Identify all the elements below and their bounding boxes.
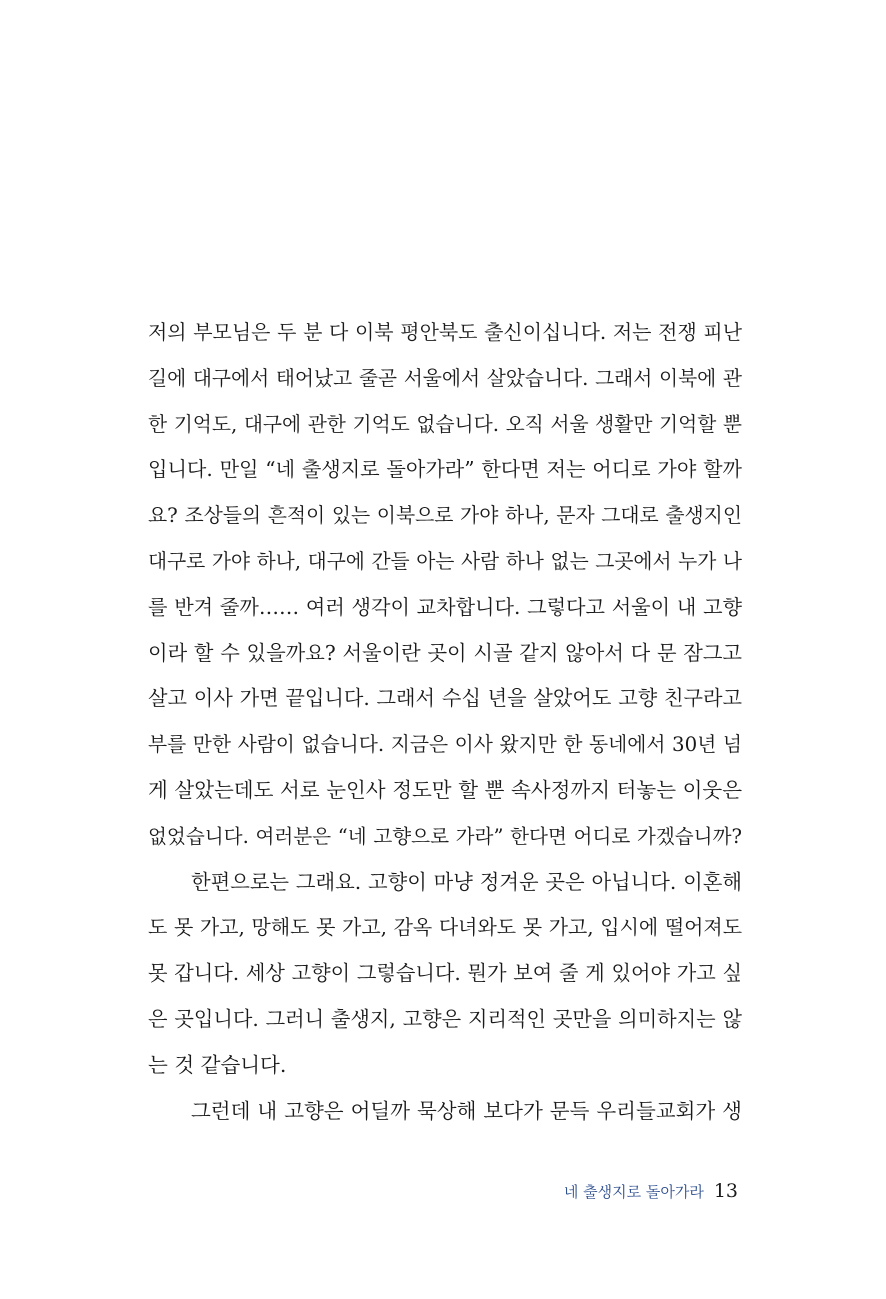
text-line: 이라 할 수 있을까요? 서울이란 곳이 시골 같지 않아서 다 문 잠그고 (148, 640, 742, 665)
text-line: 살고 이사 가면 끝입니다. 그래서 수십 년을 살았어도 고향 친구라고 (148, 686, 742, 711)
text-line: 한 기억도, 대구에 관한 기억도 없습니다. 오직 서울 생활만 기억할 뿐 (148, 412, 742, 436)
text-line: 부를 만한 사람이 없습니다. 지금은 이사 왔지만 한 동네에서 30년 넘 (148, 733, 742, 757)
text-line: 저의 부모님은 두 분 다 이북 평안북도 출신이십니다. 저는 전쟁 피난 (148, 320, 742, 344)
text-line: 없었습니다. 여러분은 “네 고향으로 가라” 한다면 어디로 가겠습니까? (148, 824, 742, 848)
text-line: 한편으로는 그래요. 고향이 마냥 정겨운 곳은 아닙니다. 이혼해 (191, 869, 742, 894)
page-footer (564, 1176, 738, 1206)
text-line: 를 반겨 줄까…… 여러 생각이 교차합니다. 그렇다고 서울이 내 고향 (148, 594, 742, 619)
running-title: 네 출생지로 돌아가라 (563, 1183, 704, 1201)
text-line: 길에 대구에서 태어났고 줄곧 서울에서 살았습니다. 그래서 이북에 관 (148, 366, 742, 390)
text-line: 는 것 같습니다. (148, 1052, 287, 1077)
body-text (148, 310, 742, 1134)
text-line: 요? 조상들의 흔적이 있는 이북으로 가야 하나, 문자 그대로 출생지인 (148, 504, 742, 528)
text-line: 도 못 가고, 망해도 못 가고, 감옥 다녀와도 못 가고, 입시에 떨어져도 (148, 915, 742, 940)
text-line: 못 갑니다. 세상 고향이 그렇습니다. 뭔가 보여 줄 게 있어야 가고 싶 (148, 961, 742, 986)
text-line: 게 살았는데도 서로 눈인사 정도만 할 뿐 속사정까지 터놓는 이웃은 (148, 777, 742, 802)
text-line: 입니다. 만일 “네 출생지로 돌아가라” 한다면 저는 어디로 가야 할까 (148, 457, 742, 482)
text-line: 은 곳입니다. 그러니 출생지, 고향은 지리적인 곳만을 의미하지는 않 (148, 1006, 742, 1031)
text-line: 그런데 내 고향은 어딜까 묵상해 보다가 문득 우리들교회가 생 (191, 1098, 742, 1123)
text-line: 대구로 가야 하나, 대구에 간들 아는 사람 하나 없는 그곳에서 누가 나 (148, 549, 742, 573)
page-number: 13 (713, 1180, 738, 1202)
